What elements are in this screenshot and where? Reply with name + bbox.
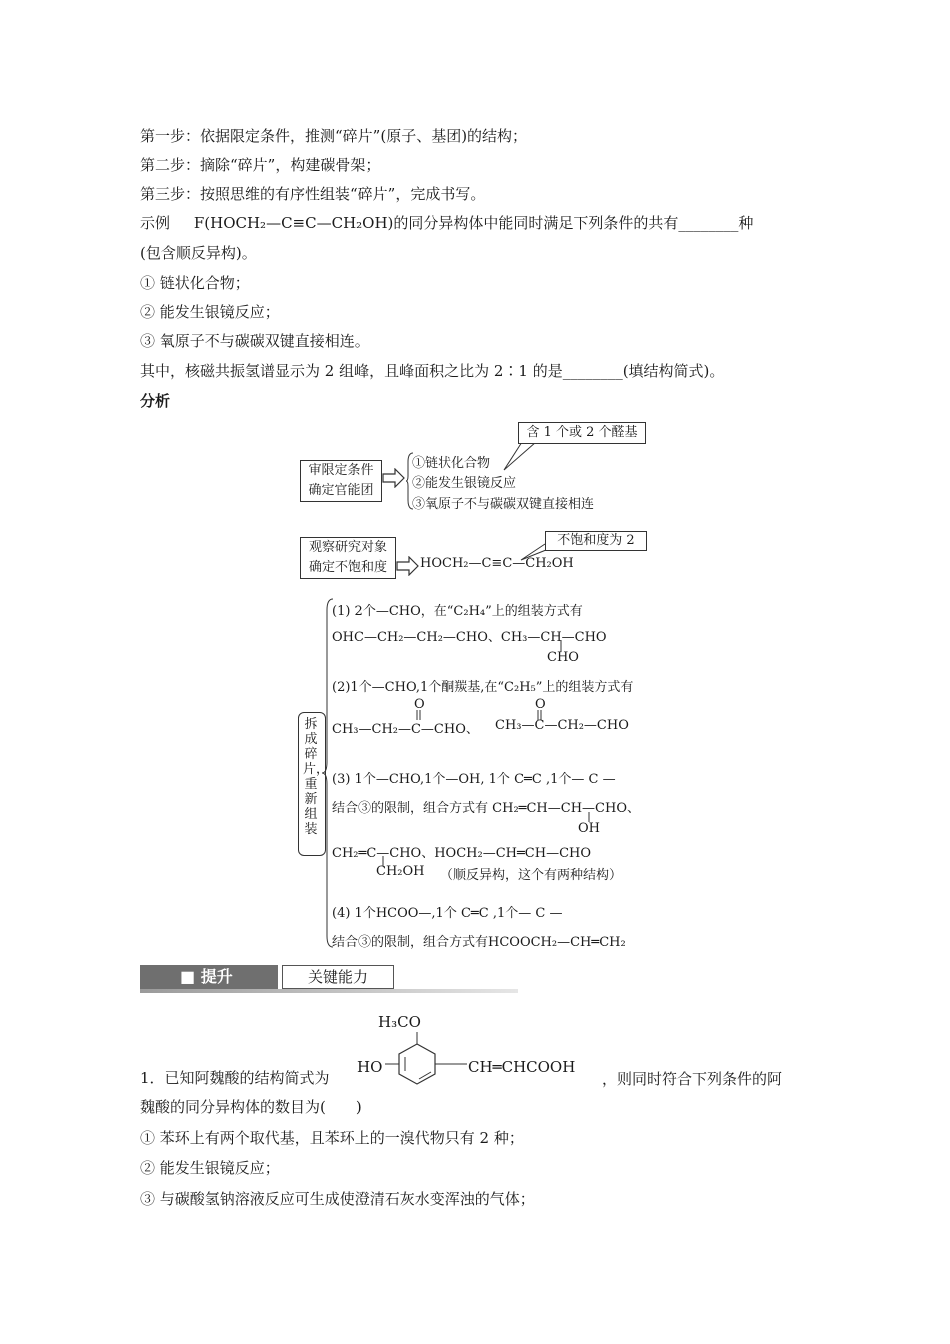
case4-end: — [549,906,563,921]
diagram-cond-3: ③氧原子不与碳碳双键直接相连 [412,497,595,512]
question-lead: 1．已知阿魏酸的结构简式为 [140,1069,330,1087]
case3-ch2oh: CH₂OH [376,864,425,879]
section-banner [140,965,518,993]
case3-formula-2: CH₂═C—CHO、HOCH₂—CH═CH—CHO [332,846,592,861]
analysis-title: 分析 [140,392,171,410]
box2-line2: 确定不饱和度 [308,560,387,575]
box1-line2: 确定官能团 [308,483,374,498]
case4-c: C [535,906,546,921]
struct-ho: HO [357,1058,383,1076]
question-1-line-1 [140,1068,330,1088]
banner-left-text: ■ 提升 [180,967,233,986]
condition-1: ① 链状化合物； [140,274,250,292]
case1-title: (1) 2个—CHO，在“C₂H₄”上的组装方式有 [332,604,583,619]
case3-cc: C═C [514,772,542,787]
diagram-cond-1: ①链状化合物 [412,456,491,471]
case4-title-a: (4) 1个HCOO—,1个 [332,906,457,921]
callout-aldehyde: 含 1 个或 2 个醛基 [518,422,646,444]
question-1-line-2: 魏酸的同分异构体的数目为( ) [140,1098,362,1116]
case3-formula-1: CH₂═CH—CH—CHO、 [492,801,640,816]
case4-line2: 结合③的限制，组合方式有HCOOCH₂—CH═CH₂ [332,935,626,950]
question-cond-2: ② 能发生银镜反应； [140,1159,280,1177]
example-line-2: (包含顺反异构)。 [140,244,257,262]
case2-formula-b: CH₃—C—CH₂—CHO [495,718,629,733]
box2-line1: 观察研究对象 [308,540,387,555]
condition-2: ② 能发生银镜反应； [140,303,280,321]
case2-oxygen-1: O [414,697,425,712]
case2-title: (2)1个—CHO,1个酮羰基,在“C₂H₅”上的组装方式有 [332,680,634,695]
diagram-cond-2: ②能发生银镜反应 [412,476,517,491]
question-after: ，则同时符合下列条件的阿 [602,1070,783,1088]
box-determine-groups [300,460,382,502]
step-3: 第三步：按照思维的有序性组装“碎片”，完成书写。 [140,185,486,203]
case2-formula-a: CH₃—CH₂—C—CHO、 [332,722,479,737]
diagram-formula: HOCH₂—C≡C—CH₂OH [420,556,574,571]
case3-title [332,768,616,787]
example-label: 示例 [140,214,171,232]
question-cond-3: ③ 与碳酸氢钠溶液反应可生成使澄清石灰水变浑浊的气体； [140,1190,535,1208]
example-text: F(HOCH₂—C≡C—CH₂OH)的同分异构体中能同时满足下列条件的共有________种 [193,214,754,232]
banner-bar [140,989,518,993]
case4-title [332,902,562,921]
banner-right: 关键能力 [282,965,394,989]
case1-formulas: OHC—CH₂—CH₂—CHO、CH₃—CH—CHO [332,630,607,645]
step-2: 第二步：摘除“碎片”，构建碳骨架； [140,156,381,174]
case3-title-a: (3) 1个—CHO,1个—OH, 1个 [332,772,510,787]
case4-cc: C═C [460,906,489,921]
struct-chain: CH═CHCOOH [468,1058,576,1076]
example-line-1 [140,213,753,233]
case3-end: — [602,772,616,787]
callout-pointer-1 [500,440,560,474]
case3-oh: OH [578,821,600,836]
case1-branch: CHO [547,650,579,665]
case4-title-b: ,1个— [492,906,532,921]
condition-3: ③ 氧原子不与碳碳双键直接相连。 [140,332,370,350]
benzene-ring [385,1032,475,1088]
arrow-icon [382,468,406,488]
case2-oxygen-2: O [535,697,546,712]
example-question: 其中，核磁共振氢谱显示为 2 组峰，且峰面积之比为 2∶1 的是________(填结构简式)。 [140,362,725,380]
callout-unsaturation: 不饱和度为 2 [545,531,647,551]
case3-line2 [332,797,640,816]
case3-title-b: ,1个— [545,772,585,787]
case3-line2-text: 结合③的限制，组合方式有 [332,801,489,816]
step-1: 第一步：依据限定条件，推测“碎片”(原子、基团)的结构； [140,127,528,145]
question-cond-1: ① 苯环上有两个取代基，且苯环上的一溴代物只有 2 种； [140,1129,524,1147]
case3-note: （顺反异构，这个有两种结构） [440,868,623,883]
banner-left [140,965,278,989]
struct-methoxy: H₃CO [378,1013,421,1031]
vertical-label: 拆成碎片，重新组装 [303,717,330,837]
arrow-icon-2 [396,556,420,576]
box-unsaturation [300,537,396,579]
box1-line1: 审限定条件 [308,463,374,478]
case3-c: C [588,772,599,787]
